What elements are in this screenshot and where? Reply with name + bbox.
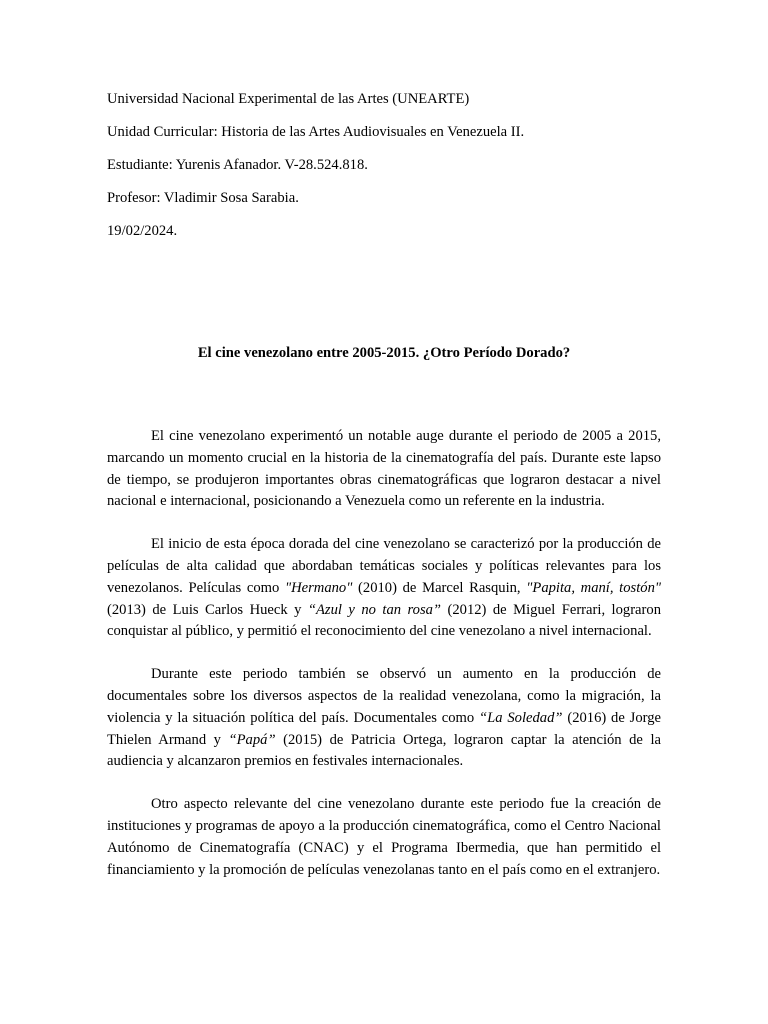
paragraph-3-text-1: Durante este periodo también se observó un aumento en la producción de documentales sobre los diversos aspectos de la realidad venezolana, como la migración, la violencia y la situación política del país. Documentales como	[107, 666, 661, 726]
paragraph-3-text-3: (2015) de Patricia Ortega, lograron captar la atención de la audiencia y alcanzaron premios en festivales internacionales.	[107, 731, 661, 770]
paragraph-3-text-2: (2016) de Jorge Thielen Armand y	[107, 709, 661, 748]
date-line: 19/02/2024.	[107, 223, 178, 240]
student-line: Estudiante: Yurenis Afanador. V-28.524.818.	[107, 157, 368, 174]
paragraph-1: El cine venezolano experimentó un notable auge durante el periodo de 2005 a 2015, marcando un momento crucial en la historia de la cinematografía del país. Durante este lapso de tiempo, se produjeron importantes obras cinematográficas que lograron destacar a nivel nacional e internacional, posicionando a Venezuela como un referente en la industria.	[107, 428, 661, 510]
paragraph-4: Otro aspecto relevante del cine venezolano durante este periodo fue la creación de instituciones y programas de apoyo a la producción cinematográfica, como el Centro Nacional Autónomo de Cinematografía (CNAC) y el Programa Ibermedia, que han permitido el financiamiento y la promoción de películas venezolanas tanto en el país como en el extranjero.	[107, 796, 661, 878]
film-title-hermano: "Hermano"	[284, 579, 353, 596]
paragraph-2	[107, 534, 661, 643]
film-title-papa: “Papá”	[228, 731, 276, 748]
film-title-papita: "Papita, maní, tostón"	[526, 579, 661, 596]
document-header	[107, 90, 667, 255]
course-line: Unidad Curricular: Historia de las Artes Audiovisuales en Venezuela II.	[107, 124, 525, 141]
document-body	[107, 426, 661, 902]
film-title-azul: “Azul y no tan rosa”	[307, 601, 442, 618]
paragraph-2-text-3: (2013) de Luis Carlos Hueck y	[107, 601, 308, 618]
professor-line: Profesor: Vladimir Sosa Sarabia.	[107, 190, 299, 207]
paragraph-2-text-2: (2010) de Marcel Rasquin,	[352, 579, 527, 596]
paragraph-2-text-1: El inicio de esta época dorada del cine venezolano se caracterizó por la producción de películas de alta calidad que abordaban temáticas sociales y políticas relevantes para los venezolanos. Películas como	[107, 536, 661, 596]
film-title-la-soledad: “La Soledad”	[479, 709, 563, 726]
paragraph-3	[107, 664, 661, 773]
institution-line: Universidad Nacional Experimental de las Artes (UNEARTE)	[107, 91, 470, 107]
paragraph-2-text-4: (2012) de Miguel Ferrari, lograron conquistar al público, y permitió el reconocimiento del cine venezolano a nivel internacional.	[107, 601, 661, 640]
document-title: El cine venezolano entre 2005-2015. ¿Otro Período Dorado?	[197, 345, 571, 361]
